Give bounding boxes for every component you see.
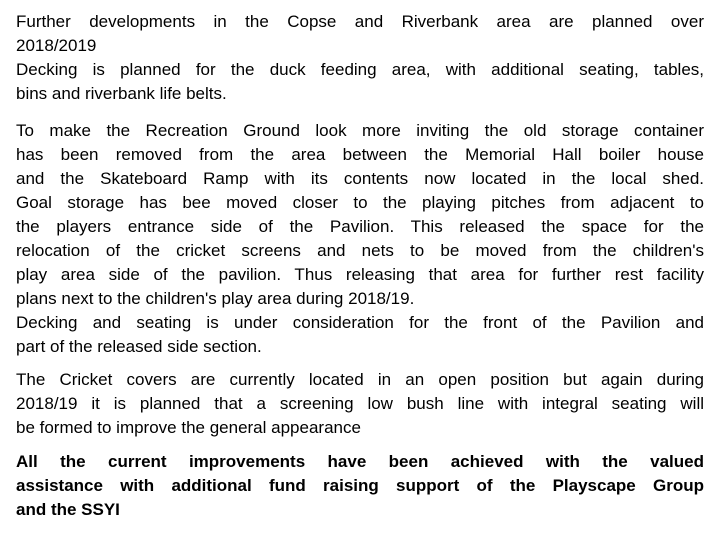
paragraph-acknowledgement bbox=[16, 450, 704, 522]
text-line: and the SSYI bbox=[16, 500, 120, 519]
text-line: 2018/2019 bbox=[16, 36, 97, 55]
text-line: relocation of the cricket screens and nets to be moved from the children's bbox=[16, 241, 704, 260]
paragraph-cricket-covers bbox=[16, 368, 704, 440]
text-line: part of the released side section. bbox=[16, 337, 262, 356]
text-line: bins and riverbank life belts. bbox=[16, 84, 227, 103]
text-line: the players entrance side of the Pavilion. This released the space for the bbox=[16, 217, 704, 236]
text-line: play area side of the pavilion. Thus releasing that area for further rest facility bbox=[16, 265, 704, 284]
text-line: and the Skateboard Ramp with its contents now located in the local shed. bbox=[16, 169, 704, 188]
text-line: plans next to the children's play area during 2018/19. bbox=[16, 289, 415, 308]
paragraph-recreation-ground bbox=[16, 119, 704, 359]
text-line: Decking and seating is under consideration for the front of the Pavilion and bbox=[16, 313, 704, 332]
text-line: be formed to improve the general appearance bbox=[16, 418, 361, 437]
text-line: has been removed from the area between the Memorial Hall boiler house bbox=[16, 145, 704, 164]
text-line: assistance with additional fund raising support of the Playscape Group bbox=[16, 476, 704, 495]
text-line: All the current improvements have been achieved with the valued bbox=[16, 452, 704, 471]
text-line: Decking is planned for the duck feeding area, with additional seating, tables, bbox=[16, 60, 704, 79]
text-line: 2018/19 it is planned that a screening low bush line with integral seating will bbox=[16, 394, 704, 413]
paragraph-copse-riverbank bbox=[16, 10, 704, 106]
text-line: Goal storage has bee moved closer to the playing pitches from adjacent to bbox=[16, 193, 704, 212]
text-line: Further developments in the Copse and Riverbank area are planned over bbox=[16, 12, 704, 31]
text-line: The Cricket covers are currently located in an open position but again during bbox=[16, 370, 704, 389]
text-line: To make the Recreation Ground look more inviting the old storage container bbox=[16, 121, 704, 140]
